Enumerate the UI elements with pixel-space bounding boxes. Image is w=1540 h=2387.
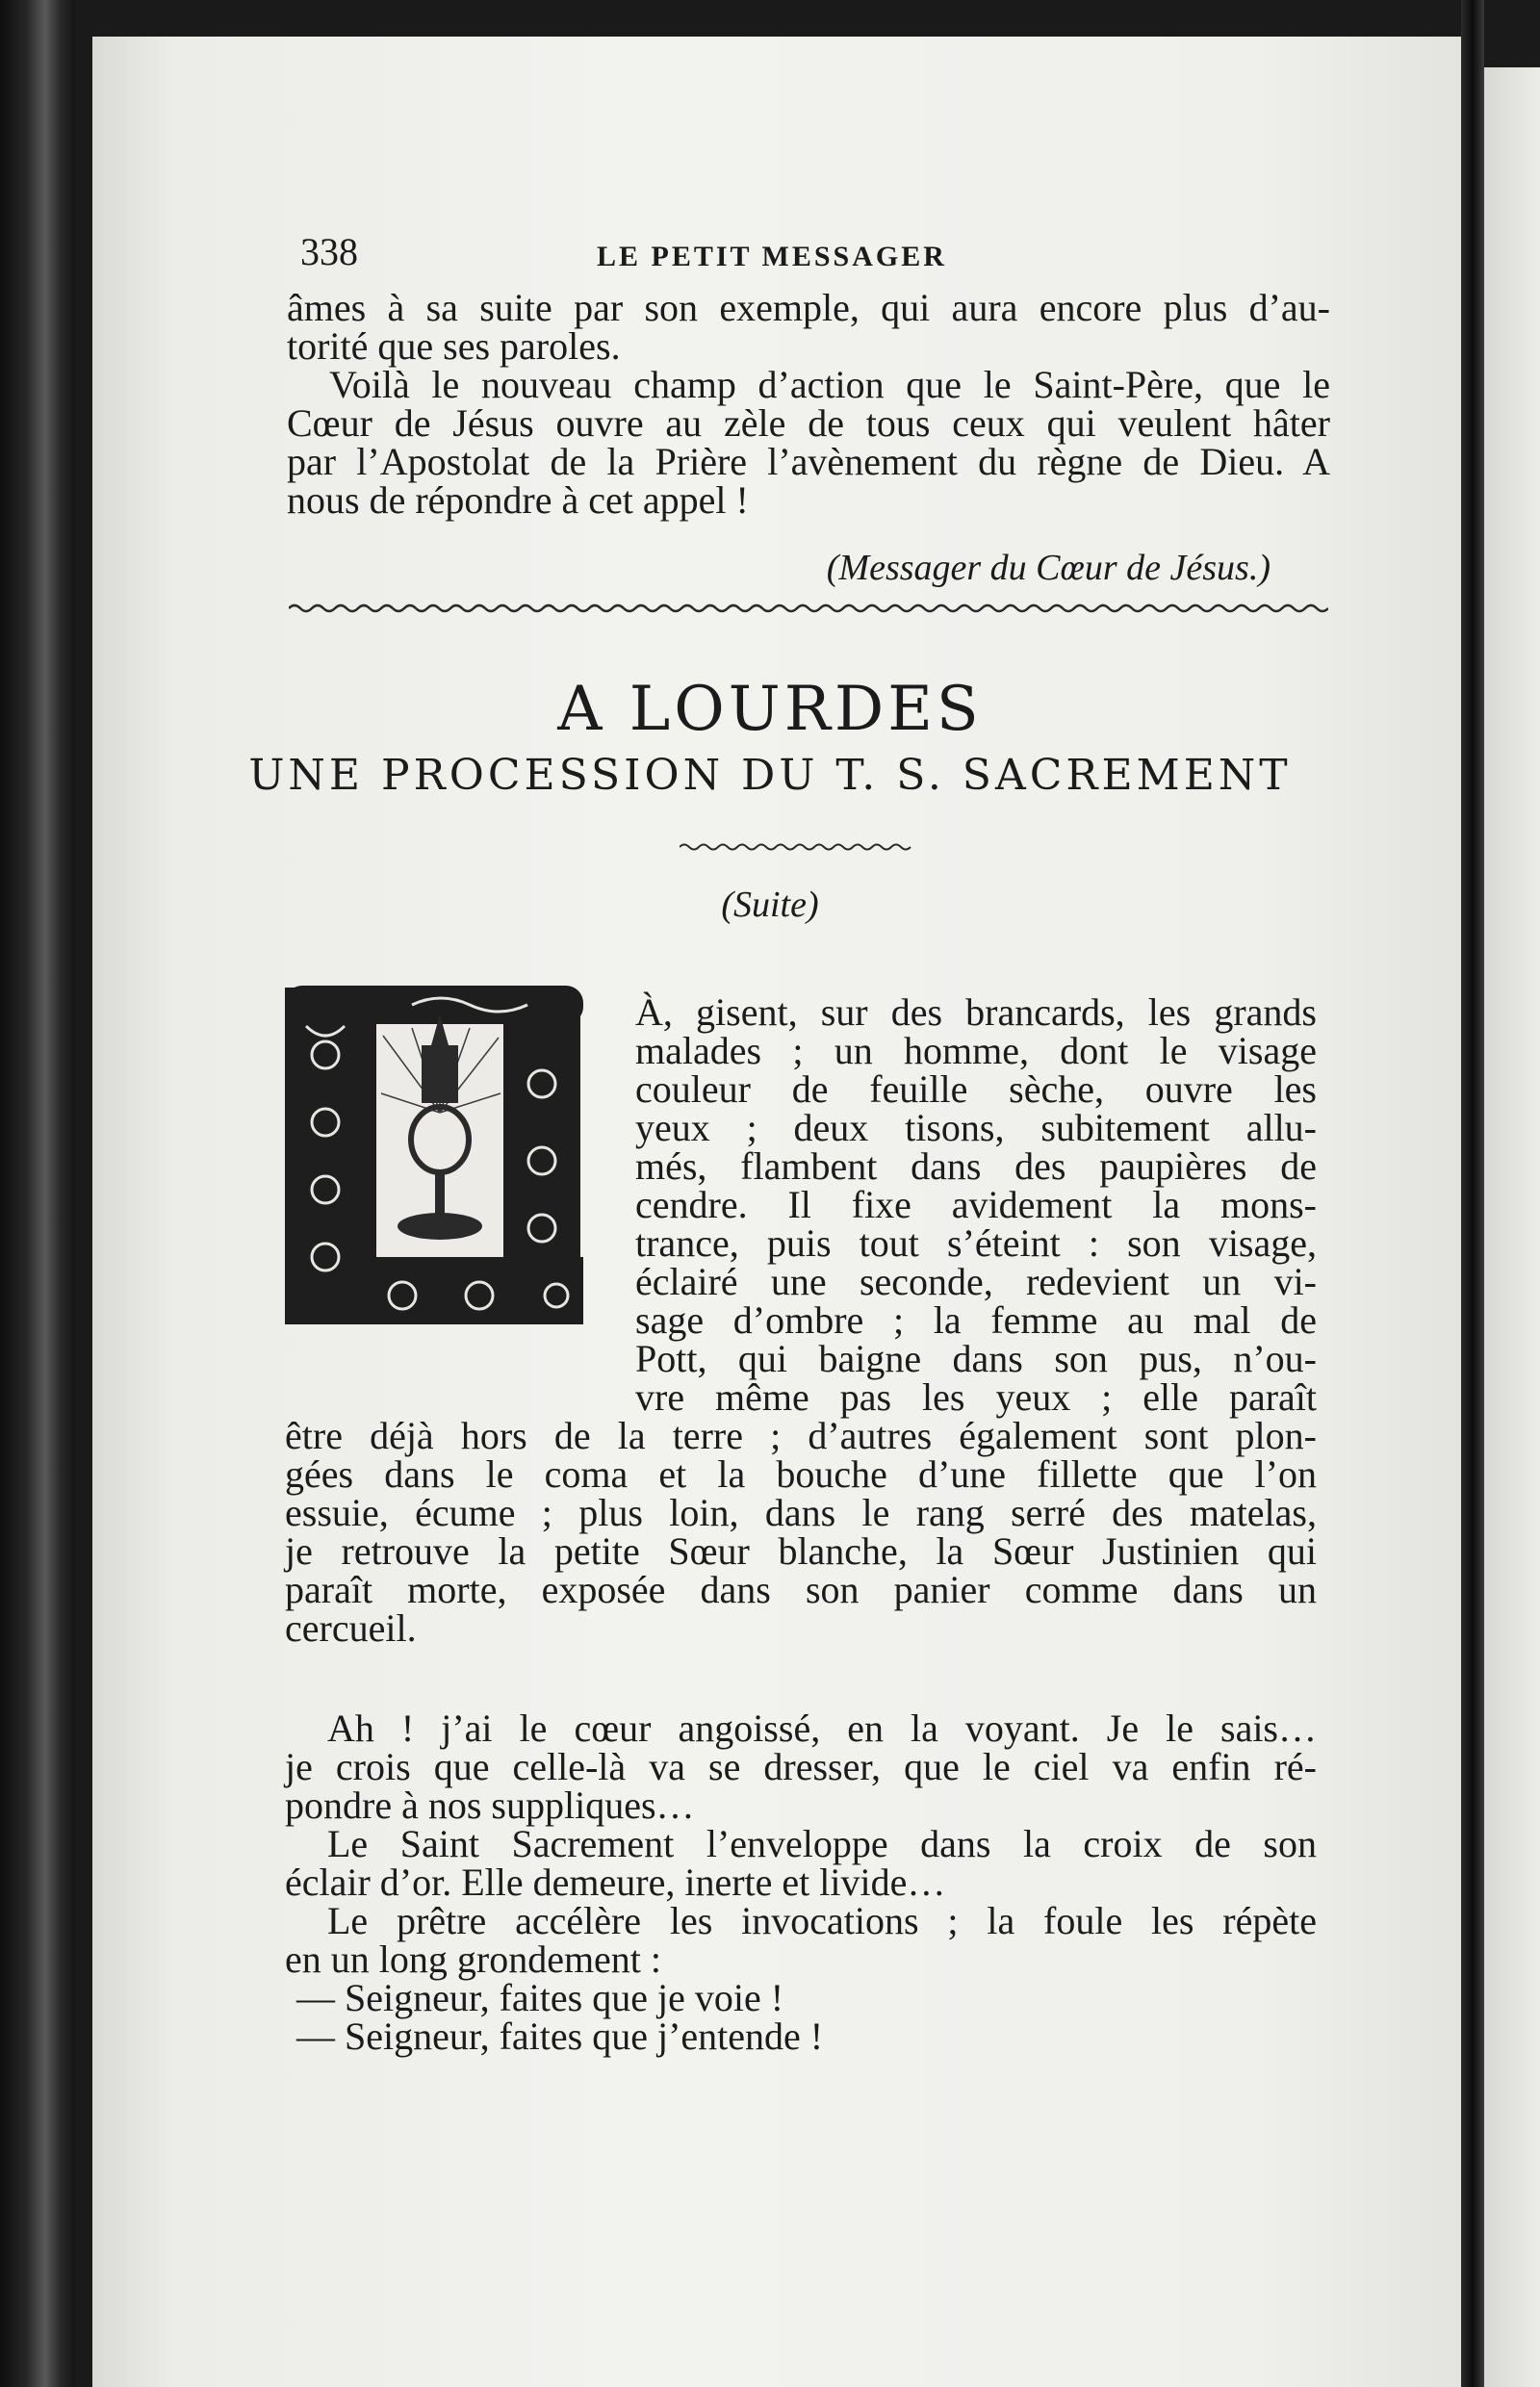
text-line: Le prêtre accélère les invocations ; la foule les répète	[327, 1899, 1317, 1942]
dialogue-line: — Seigneur, faites que je voie !	[296, 1976, 784, 2019]
body-text-continuation	[285, 1414, 1317, 1650]
body-text-beside-initial	[635, 990, 1317, 1419]
text-line: je crois que celle-là va se dresser, que le ciel va enfin ré-	[285, 1745, 1317, 1788]
text-line: essuie, écume ; plus loin, dans le rang serré des matelas,	[285, 1491, 1317, 1534]
adjacent-page-edge	[1484, 67, 1540, 2387]
scan-gutter	[1461, 0, 1484, 2387]
suite-label: (Suite)	[721, 885, 819, 925]
text-line: vre même pas les yeux ; elle paraît	[635, 1375, 1317, 1419]
attribution: (Messager du Cœur de Jésus.)	[826, 548, 1270, 588]
text-line: cendre. Il fixe avidement la mons-	[635, 1183, 1317, 1226]
running-head: LE PETIT MESSAGER	[597, 241, 947, 272]
text-line: je retrouve la petite Sœur blanche, la Sœur Justinien qui	[285, 1529, 1317, 1573]
text-line: Cœur de Jésus ouvre au zèle de tous ceux qui veulent hâter	[287, 401, 1330, 445]
text-line: éclair d’or. Elle demeure, inerte et livide…	[285, 1861, 946, 1904]
text-line: trance, puis tout s’éteint : son visage,	[635, 1221, 1317, 1265]
short-wavy-rule	[680, 839, 914, 855]
text-line: malades ; un homme, dont le visage	[635, 1029, 1317, 1072]
text-line: pondre à nos suppliques…	[285, 1784, 695, 1827]
text-line: torité que ses paroles.	[287, 324, 621, 368]
intro-paragraph	[287, 286, 1330, 522]
text-line: être déjà hors de la terre ; d’autres également sont plon-	[285, 1414, 1317, 1457]
text-line: paraît morte, exposée dans son panier comme dans un	[285, 1568, 1317, 1611]
page-number: 338	[300, 230, 358, 273]
body-paragraphs	[285, 1709, 1317, 2056]
text-line: par l’Apostolat de la Prière l’avènement du règne de Dieu. A	[287, 440, 1330, 483]
text-line: Voilà le nouveau champ d’action que le Saint-Père, que le	[329, 363, 1330, 406]
text-line: en un long grondement :	[285, 1938, 662, 1981]
text-line: gées dans le coma et la bouche d’une fillette que l’on	[285, 1452, 1317, 1496]
text-line: éclairé une seconde, redevient un vi-	[635, 1260, 1317, 1303]
text-line: Pott, qui baigne dans son pus, n’ou-	[635, 1337, 1317, 1380]
text-line: sage d’ombre ; la femme au mal de	[635, 1298, 1317, 1342]
text-line: âmes à sa suite par son exemple, qui aura encore plus d’au-	[287, 286, 1330, 329]
text-line: couleur de feuille sèche, ouvre les	[635, 1067, 1317, 1111]
text-line: À, gisent, sur des brancards, les grands	[635, 990, 1317, 1034]
ornamental-drop-cap-l	[268, 968, 601, 1342]
text-line: Ah ! j’ai le cœur angoissé, en la voyant. Je le sais…	[327, 1707, 1317, 1750]
article-subtitle: UNE PROCESSION DU T. S. SACREMENT	[248, 751, 1292, 800]
text-line: Le Saint Sacrement l’enveloppe dans la croix de son	[327, 1822, 1317, 1865]
scan-left-edge	[0, 0, 75, 2387]
dialogue-line: — Seigneur, faites que j’entende !	[296, 2015, 824, 2058]
text-line: yeux ; deux tisons, subitement allu-	[635, 1106, 1317, 1149]
text-line: nous de répondre à cet appel !	[287, 478, 749, 522]
text-line: cercueil.	[285, 1606, 417, 1650]
article-title: A LOURDES	[557, 674, 983, 745]
text-line: més, flambent dans des paupières de	[635, 1144, 1317, 1188]
wavy-separator	[289, 597, 1328, 620]
